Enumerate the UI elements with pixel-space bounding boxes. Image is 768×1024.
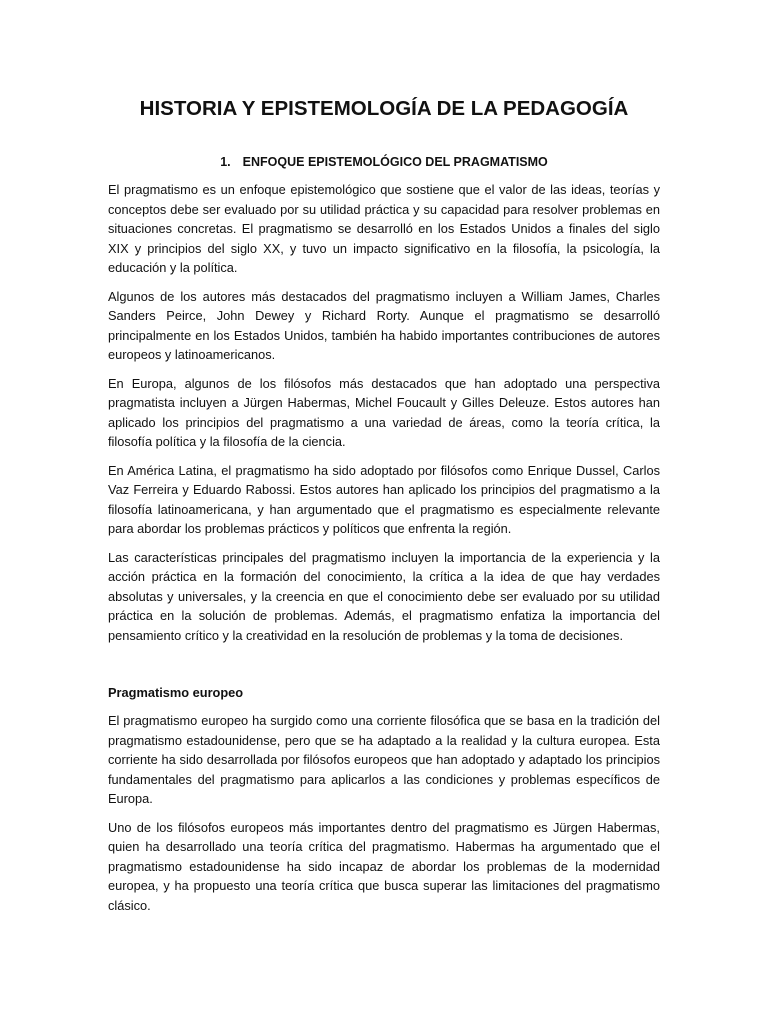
paragraph: Las características principales del pragmatismo incluyen la importancia de la experiencia y la acción práctica en la formación del conocimiento, la crítica a la idea de que hay verdades absolutas y universales, y la creencia en que el conocimiento debe ser evaluado por su utilidad práctica en la solución de problemas. Además, el pragmatismo enfatiza la importancia del pensamiento crítico y la creatividad en la resolución de problemas y la toma de decisiones.: [108, 549, 660, 643]
paragraph: Algunos de los autores más destacados del pragmatismo incluyen a William James, Charles Sanders Peirce, John Dewey y Richard Rorty. Aunque el pragmatismo se desarrolló principalmente en los Estados Unidos, también ha habido importantes contribuciones de autores europeos y latinoamericanos.: [108, 288, 660, 362]
document-title: HISTORIA Y EPISTEMOLOGÍA DE LA PEDAGOGÍA: [139, 97, 629, 120]
paragraph: El pragmatismo europeo ha surgido como una corriente filosófica que se basa en la tradición del pragmatismo estadounidense, pero que se ha adaptado a la realidad y la cultura europea. Esta corriente ha sido desarrollada por filósofos europeos que han adoptado y adaptado los principios fundamentales del pragmatismo para aplicarlos a las condiciones y problemas específicos de Europa.: [108, 713, 660, 806]
document-page: [108, 91, 660, 915]
section-heading: [108, 153, 660, 171]
paragraph: En América Latina, el pragmatismo ha sido adoptado por filósofos como Enrique Dussel, Carlos Vaz Ferreira y Eduardo Rabossi. Estos autores han aplicado los principios del pragmatismo a la filosofía latinoamericana, y han argumentado que el pragmatismo es especialmente relevante para abordar los problemas prácticos y políticos que enfrenta la región.: [108, 462, 660, 536]
paragraph: El pragmatismo es un enfoque epistemológico que sostiene que el valor de las ideas, teorías y conceptos debe ser evaluado por su utilidad práctica y su capacidad para resolver problemas en situaciones concretas. El pragmatismo se desarrolló en los Estados Unidos a finales del siglo XIX y principios del siglo XX, y tuvo un impacto significativo en la filosofía, la psicología, la educación y la política.: [108, 182, 660, 275]
section-number: 1.: [220, 155, 231, 169]
subsection-heading: Pragmatismo europeo: [108, 685, 244, 700]
paragraph: En Europa, algunos de los filósofos más destacados que han adoptado una perspectiva pragmatista incluyen a Jürgen Habermas, Michel Foucault y Gilles Deleuze. Estos autores han aplicado los principios del pragmatismo a una variedad de áreas, como la teoría crítica, la filosofía política y la filosofía de la ciencia.: [108, 375, 660, 449]
section-heading-text: ENFOQUE EPISTEMOLÓGICO DEL PRAGMATISMO: [242, 155, 548, 169]
paragraph: Uno de los filósofos europeos más importantes dentro del pragmatismo es Jürgen Habermas, quien ha desarrollado una teoría crítica del pragmatismo. Habermas ha argumentado que el pragmatismo estadounidense ha sido incapaz de abordar los problemas de la modernidad europea, y ha propuesto una teoría crítica que busca superar las limitaciones del pragmatismo clásico.: [108, 819, 660, 913]
